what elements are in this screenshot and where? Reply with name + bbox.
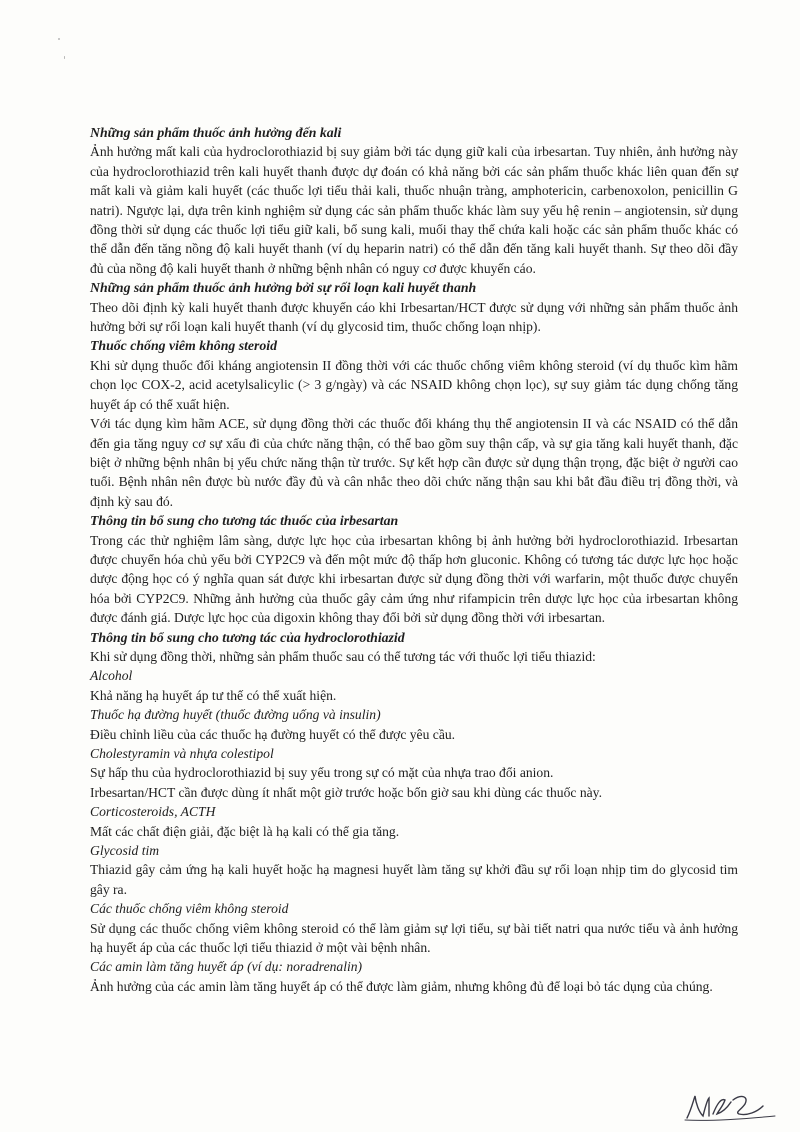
body-paragraph: Trong các thử nghiệm lâm sàng, dược lực học của irbesartan không bị ảnh hưởng bởi hydroclorothiazid. Irbesartan được chuyển hóa chủ yếu bởi CYP2C9 và đến một mức độ thấp hơn gluconic. Không có tương tác dược lực học hoặc dược động học có ý nghĩa quan sát được khi irbesartan được sử dụng đồng thời với warfarin, một thuốc được chuyển hóa bởi CYP2C9. Những ảnh hưởng của thuốc gây cảm ứng như rifampicin trên dược lực học của irbesartan không được đánh giá. Dược lực học của digoxin không thay đổi bởi sử dụng đồng thời với irbesartan. — [90, 532, 738, 626]
scan-speck — [64, 56, 65, 59]
section-heading: Những sản phẩm thuốc ảnh hưởng bởi sự rối loạn kali huyết thanh — [90, 280, 477, 296]
subsection-title: Các thuốc chống viêm không steroid — [90, 901, 289, 917]
subsection-title: Alcohol — [90, 668, 133, 684]
body-paragraph: Khả năng hạ huyết áp tư thế có thể xuất hiện. — [90, 687, 337, 703]
document-body — [90, 123, 738, 996]
scan-speck — [58, 38, 60, 40]
body-paragraph: Theo dõi định kỳ kali huyết thanh được khuyến cáo khi Irbesartan/HCT được sử dụng với những sản phẩm thuốc ảnh hưởng bởi sự rối loạn kali huyết thanh (ví dụ glycosid tim, thuốc chống loạn nhịp). — [90, 299, 738, 335]
body-paragraph: Mất các chất điện giải, đặc biệt là hạ kali có thể gia tăng. — [90, 823, 400, 839]
body-paragraph: Khi sử dụng đồng thời, những sản phẩm thuốc sau có thể tương tác với thuốc lợi tiểu thiazid: — [90, 648, 596, 664]
subsection-title: Corticosteroids, ACTH — [90, 804, 216, 820]
subsection-title: Glycosid tim — [90, 843, 160, 859]
body-paragraph: Sử dụng các thuốc chống viêm không steroid có thể làm giảm sự lợi tiểu, sự bài tiết natri qua nước tiểu và ảnh hưởng hạ huyết áp của các thuốc lợi tiểu thiazid ở một vài bệnh nhân. — [90, 920, 738, 956]
subsection-title: Cholestyramin và nhựa colestipol — [90, 746, 274, 761]
body-paragraph: Khi sử dụng thuốc đối kháng angiotensin II đồng thời với các thuốc chống viêm không steroid (ví dụ thuốc kìm hãm chọn lọc COX-2, acid acetylsalicylic (> 3 g/ngày) và các NSAID không chọn lọc), sự suy giảm tác dụng chống tăng huyết áp có thể xuất hiện. — [90, 357, 738, 412]
body-paragraph: Ảnh hưởng mất kali của hydroclorothiazid bị suy giảm bởi tác dụng giữ kali của irbesartan. Tuy nhiên, ảnh hưởng này của hydroclorothiazid trên kali huyết thanh được dự đoán có khả năng bởi các sản phẩm thuốc khác liên quan đến sự mất kali và giảm kali huyết (các thuốc lợi tiểu thải kali, thuốc nhuận tràng, amphotericin, carbenoxolon, penicillin G natri). Ngược lại, dựa trên kinh nghiệm sử dụng các sản phẩm thuốc khác làm suy yếu hệ renin – angiotensin, sử dụng đồng thời sử dụng các thuốc lợi tiểu giữ kali, bổ sung kali, muối thay thế chứa kali hoặc các sản phẩm thuốc khác có thể dẫn đến tăng nồng độ kali huyết thanh (ví dụ heparin natri) có thể dẫn đến tăng kali huyết thanh. Sự theo dõi đầy đủ của nồng độ kali huyết thanh ở những bệnh nhân có nguy cơ được khuyến cáo. — [90, 144, 738, 276]
body-paragraph: Thiazid gây cảm ứng hạ kali huyết hoặc hạ magnesi huyết làm tăng sự khởi đầu sự rối loạn nhịp tim do glycosid tim gây ra. — [90, 862, 738, 897]
body-paragraph: Sự hấp thu của hydroclorothiazid bị suy yếu trong sự có mặt của nhựa trao đổi anion. — [90, 765, 554, 781]
subsection-title: Thuốc hạ đường huyết (thuốc đường uống và insulin) — [90, 707, 381, 723]
subsection-title: Các amin làm tăng huyết áp (ví dụ: noradrenalin) — [90, 959, 363, 975]
section-heading: Thông tin bổ sung cho tương tác của hydroclorothiazid — [90, 629, 405, 645]
section-heading: Thông tin bổ sung cho tương tác thuốc của irbesartan — [90, 513, 399, 529]
body-paragraph: Với tác dụng kìm hãm ACE, sử dụng đồng thời các thuốc đối kháng thụ thể angiotensin II và các NSAID có thể dẫn đến gia tăng nguy cơ sự xấu đi của chức năng thận, có thể bao gồm suy thận cấp, và sự gia tăng kali huyết thanh, đặc biệt ở những bệnh nhân bị yếu chức năng thận từ trước. Sự kết hợp cần được sử dụng thận trọng, đặc biệt ở người cao tuổi. Bệnh nhân nên được bù nước đầy đủ và cân nhắc theo dõi chức năng thận sau khi bắt đầu điều trị đồng thời, và định kỳ sau đó. — [90, 416, 738, 509]
body-paragraph: Điều chỉnh liều của các thuốc hạ đường huyết có thể được yêu cầu. — [90, 726, 456, 742]
body-paragraph: Ảnh hưởng của các amin làm tăng huyết áp có thể được làm giảm, nhưng không đủ để loại bỏ tác dụng của chúng. — [90, 978, 713, 994]
section-heading: Những sản phẩm thuốc ảnh hưởng đến kali — [90, 125, 342, 140]
body-paragraph: Irbesartan/HCT cần được dùng ít nhất một giờ trước hoặc bốn giờ sau khi dùng các thuốc này. — [90, 784, 602, 800]
handwritten-signature-icon — [683, 1090, 783, 1124]
section-heading: Thuốc chống viêm không steroid — [90, 338, 278, 354]
